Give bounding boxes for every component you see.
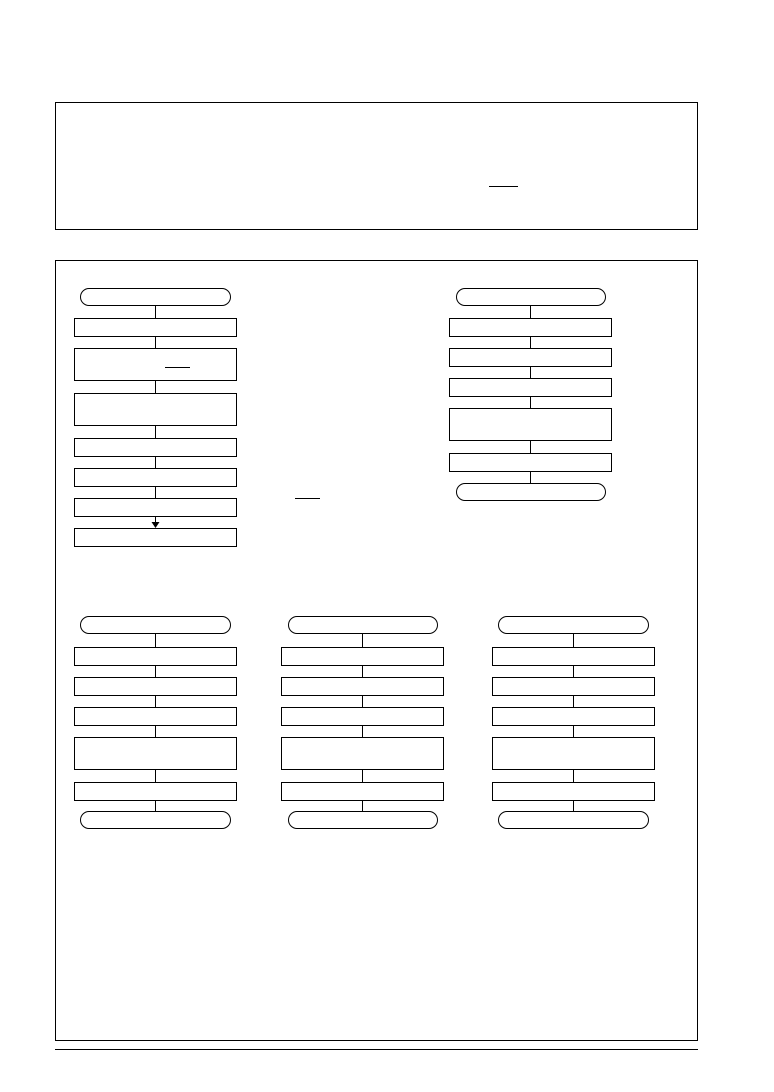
flowchart-b <box>450 289 612 501</box>
flowchart-c-step-4 <box>75 738 237 770</box>
flowchart-c-step-1 <box>75 648 237 666</box>
flowchart-d-step-1 <box>282 648 444 666</box>
flowchart-b-start <box>457 289 606 306</box>
flowchart-e-step-1 <box>493 648 655 666</box>
flowchart-d-step-4 <box>282 738 444 770</box>
flowchart-e-step-2 <box>493 678 655 696</box>
flowchart-c-step-3 <box>75 708 237 726</box>
flowchart-e-step-5 <box>493 783 655 801</box>
flowchart-b-end <box>457 484 606 501</box>
flowchart-a-step-3 <box>75 394 237 426</box>
flowchart-d-step-3 <box>282 708 444 726</box>
flowchart-c-step-2 <box>75 678 237 696</box>
flowchart-e-step-4 <box>493 738 655 770</box>
flowchart-b-step-2 <box>450 349 612 367</box>
flowchart-a-step-2 <box>75 349 237 381</box>
flowchart-e-end <box>499 812 649 829</box>
flowchart-d-end <box>289 812 438 829</box>
flowchart-b-step-3 <box>450 379 612 397</box>
flowchart-d-step-2 <box>282 678 444 696</box>
flow-arrowhead <box>152 522 160 528</box>
flowchart-e-start <box>499 617 649 634</box>
flowchart-c-step-5 <box>75 783 237 801</box>
flowchart-c-end <box>81 812 231 829</box>
flowchart-e-step-3 <box>493 708 655 726</box>
flowchart-c <box>75 617 237 829</box>
flowchart-a-step-1 <box>75 319 237 337</box>
flowchart-c-start <box>81 617 231 634</box>
flowchart-a-step-6 <box>75 499 237 517</box>
flowchart-b-step-5 <box>450 454 612 472</box>
flowchart-a-start <box>81 289 231 306</box>
flowchart-e <box>493 617 655 829</box>
note-box <box>56 103 698 230</box>
flowchart-a-step-4 <box>75 439 237 457</box>
flowchart-d-start <box>289 617 438 634</box>
flowchart-a-step-5 <box>75 469 237 487</box>
flowchart-a <box>75 289 237 547</box>
flowchart-b-step-1 <box>450 319 612 337</box>
flowchart-d <box>282 617 444 829</box>
flowchart-a-step-7 <box>75 529 237 547</box>
flowchart-d-step-5 <box>282 783 444 801</box>
flowchart-b-step-4 <box>450 409 612 441</box>
